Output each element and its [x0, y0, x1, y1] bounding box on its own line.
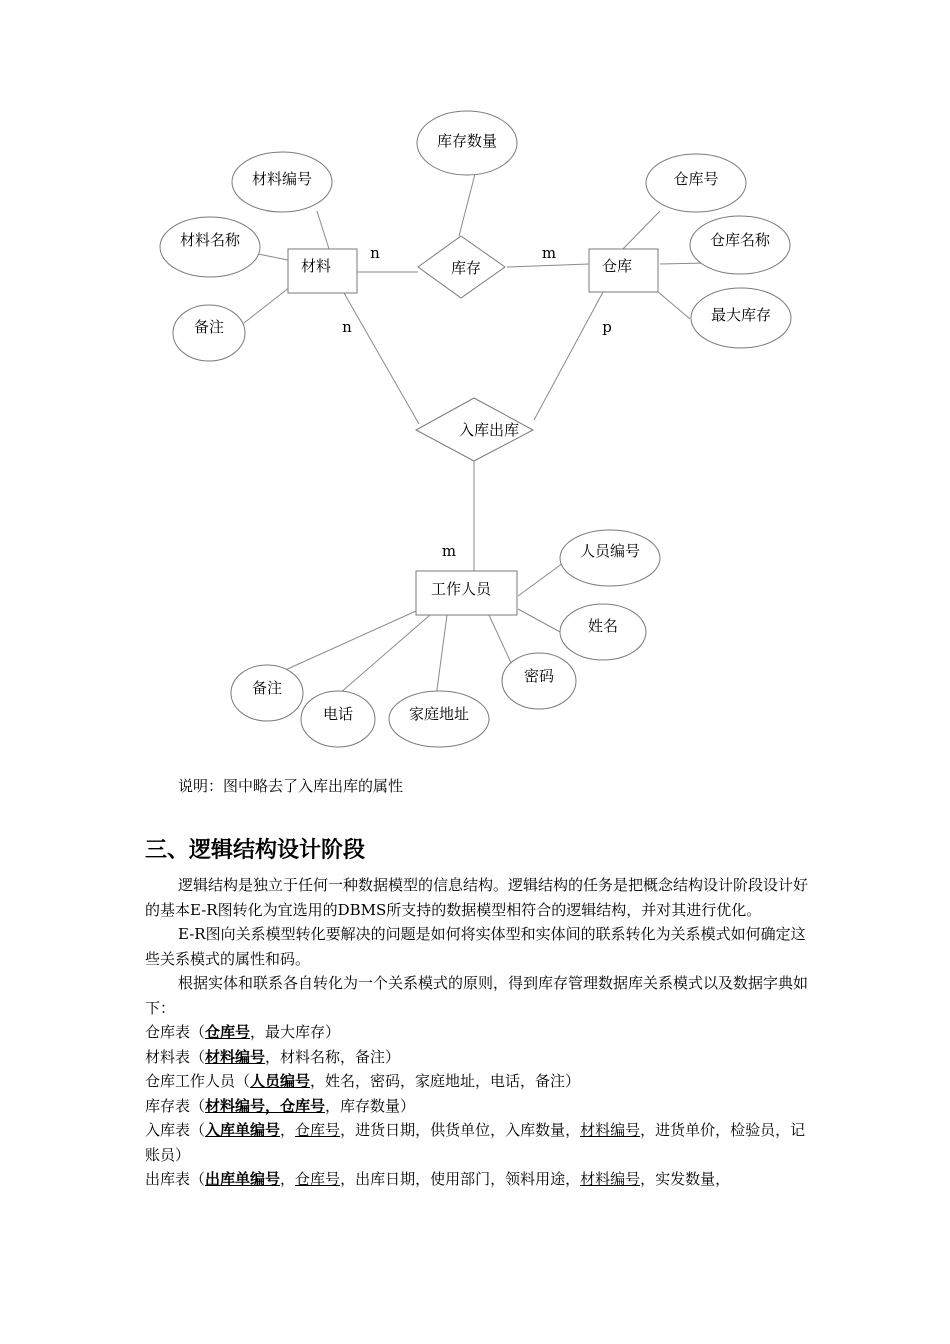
attribute-max-stock [691, 288, 791, 348]
entity-staff-label: 工作人员 [430, 580, 492, 598]
schema-stock [145, 1094, 810, 1119]
line-staff-remark [272, 611, 416, 676]
entity-staff [416, 571, 517, 615]
relationship-stock [418, 236, 505, 298]
cardinality-warehouse-stock: m [541, 244, 557, 262]
attribute-address-label: 家庭地址 [408, 705, 470, 723]
schema-attributes: ，库存数量） [325, 1096, 416, 1115]
paragraph: 根据实体和联系各自转化为一个关系模式的原则，得到库存管理数据库关系模式以及数据字典如下： [145, 974, 809, 1017]
schema-staff [145, 1069, 810, 1094]
attribute-phone [301, 691, 375, 747]
line-warehouse-name [660, 263, 707, 264]
separator: ， [280, 1170, 296, 1188]
line-staff-password [489, 615, 512, 665]
foreign-key: 仓库号 [295, 1170, 341, 1188]
cardinality-material-stock: n [370, 244, 380, 262]
schema-prefix: 材料表（ [145, 1047, 206, 1066]
line-material-no [317, 211, 329, 249]
line-stock-warehouse [507, 264, 589, 267]
line-stock-quantity [459, 174, 475, 236]
schema-prefix: 仓库表（ [145, 1023, 206, 1041]
cardinality-material-inout: n [342, 318, 352, 336]
schema-attributes: ，进货日期，供货单位，入库数量， [340, 1121, 581, 1139]
schema-prefix: 库存表（ [145, 1096, 206, 1115]
schema-attributes: ，最大库存） [250, 1023, 341, 1041]
attribute-password [502, 653, 576, 709]
foreign-key: 材料编号 [580, 1121, 641, 1139]
attribute-material-name-label: 材料名称 [179, 231, 241, 249]
line-staff-address [436, 615, 447, 697]
primary-key: 出库单编号 [205, 1170, 281, 1188]
line-warehouse-inout [534, 292, 603, 420]
line-staff-phone [332, 615, 430, 700]
line-warehouse-max [657, 291, 690, 319]
schema-attributes: ，姓名，密码，家庭地址，电话，备注） [310, 1072, 581, 1090]
attribute-material-name [160, 217, 260, 277]
schema-prefix: 出库表（ [145, 1170, 206, 1188]
schema-attributes: ，出库日期，使用部门，领料用途， [340, 1170, 581, 1188]
section-heading: 三、逻辑结构设计阶段 [145, 838, 366, 863]
schema-attributes: ，进货单价，检验员，记账员） [145, 1121, 806, 1164]
schema-outbound [145, 1167, 810, 1192]
entity-warehouse-label: 仓库 [601, 257, 633, 275]
cardinality-warehouse-inout: p [602, 318, 612, 336]
attribute-stock-quantity-label: 库存数量 [436, 132, 498, 150]
cardinality-staff-inout: m [441, 542, 457, 560]
attribute-max-stock-label: 最大库存 [710, 306, 772, 324]
paragraph: 逻辑结构是独立于任何一种数据模型的信息结构。逻辑结构的任务是把概念结构设计阶段设计好的基本E-R图转化为宜选用的DBMS所支持的数据模型相符合的逻辑结构，并对其进行优化。 [145, 876, 809, 919]
primary-key: 材料编号 [205, 1047, 266, 1066]
attribute-warehouse-no [646, 154, 746, 212]
foreign-key: 材料编号 [580, 1170, 641, 1188]
relationship-stock-label: 库存 [450, 259, 482, 277]
line-material-remark [244, 287, 290, 323]
attribute-staff-no [560, 530, 660, 586]
line-staff-name [518, 609, 562, 633]
attribute-material-no [232, 152, 332, 212]
schema-inbound [145, 1118, 810, 1167]
attribute-warehouse-name-label: 仓库名称 [709, 231, 771, 249]
attribute-warehouse-name [690, 216, 790, 274]
separator: ， [280, 1121, 296, 1139]
attribute-staff-remark [231, 665, 303, 721]
attribute-password-label: 密码 [523, 667, 555, 685]
entity-warehouse [589, 249, 658, 292]
attribute-staff-name-label: 姓名 [587, 617, 619, 635]
relationship-in-out [416, 398, 533, 461]
paragraph: E-R图向关系模型转化要解决的问题是如何将实体型和实体间的联系转化为关系模式如何确定这些关系模式的属性和码。 [145, 925, 806, 968]
line-material-inout [344, 293, 419, 424]
line-staff-no [518, 563, 563, 596]
section-body [145, 873, 810, 1192]
schema-prefix: 入库表（ [145, 1121, 206, 1139]
attribute-stock-quantity [417, 111, 517, 175]
attribute-staff-name [560, 604, 646, 660]
schema-material [145, 1045, 810, 1070]
foreign-key: 仓库号 [295, 1121, 341, 1139]
schema-prefix: 仓库工作人员（ [145, 1072, 251, 1090]
diagram-note: 说明：图中略去了入库出库的属性 [178, 777, 404, 795]
attribute-warehouse-no-label: 仓库号 [673, 170, 719, 188]
primary-key: 人员编号 [250, 1072, 311, 1090]
schema-warehouse [145, 1020, 810, 1045]
attribute-phone-label: 电话 [322, 705, 354, 723]
schema-attributes: ，实发数量， [640, 1170, 731, 1188]
attribute-address [389, 691, 489, 747]
attribute-staff-remark-label: 备注 [251, 679, 283, 697]
attribute-staff-no-label: 人员编号 [579, 542, 641, 560]
primary-key: 材料编号，仓库号 [205, 1096, 326, 1115]
attribute-material-no-label: 材料编号 [251, 170, 313, 188]
entity-material-label: 材料 [300, 257, 332, 275]
entity-material [288, 249, 357, 293]
attribute-material-remark-label: 备注 [193, 318, 225, 336]
primary-key: 仓库号 [205, 1023, 251, 1041]
line-warehouse-no [621, 211, 660, 251]
relationship-in-out-label: 入库出库 [458, 421, 520, 439]
schema-attributes: ，材料名称，备注） [265, 1047, 401, 1066]
primary-key: 入库单编号 [205, 1121, 281, 1139]
attribute-material-remark [173, 305, 245, 361]
